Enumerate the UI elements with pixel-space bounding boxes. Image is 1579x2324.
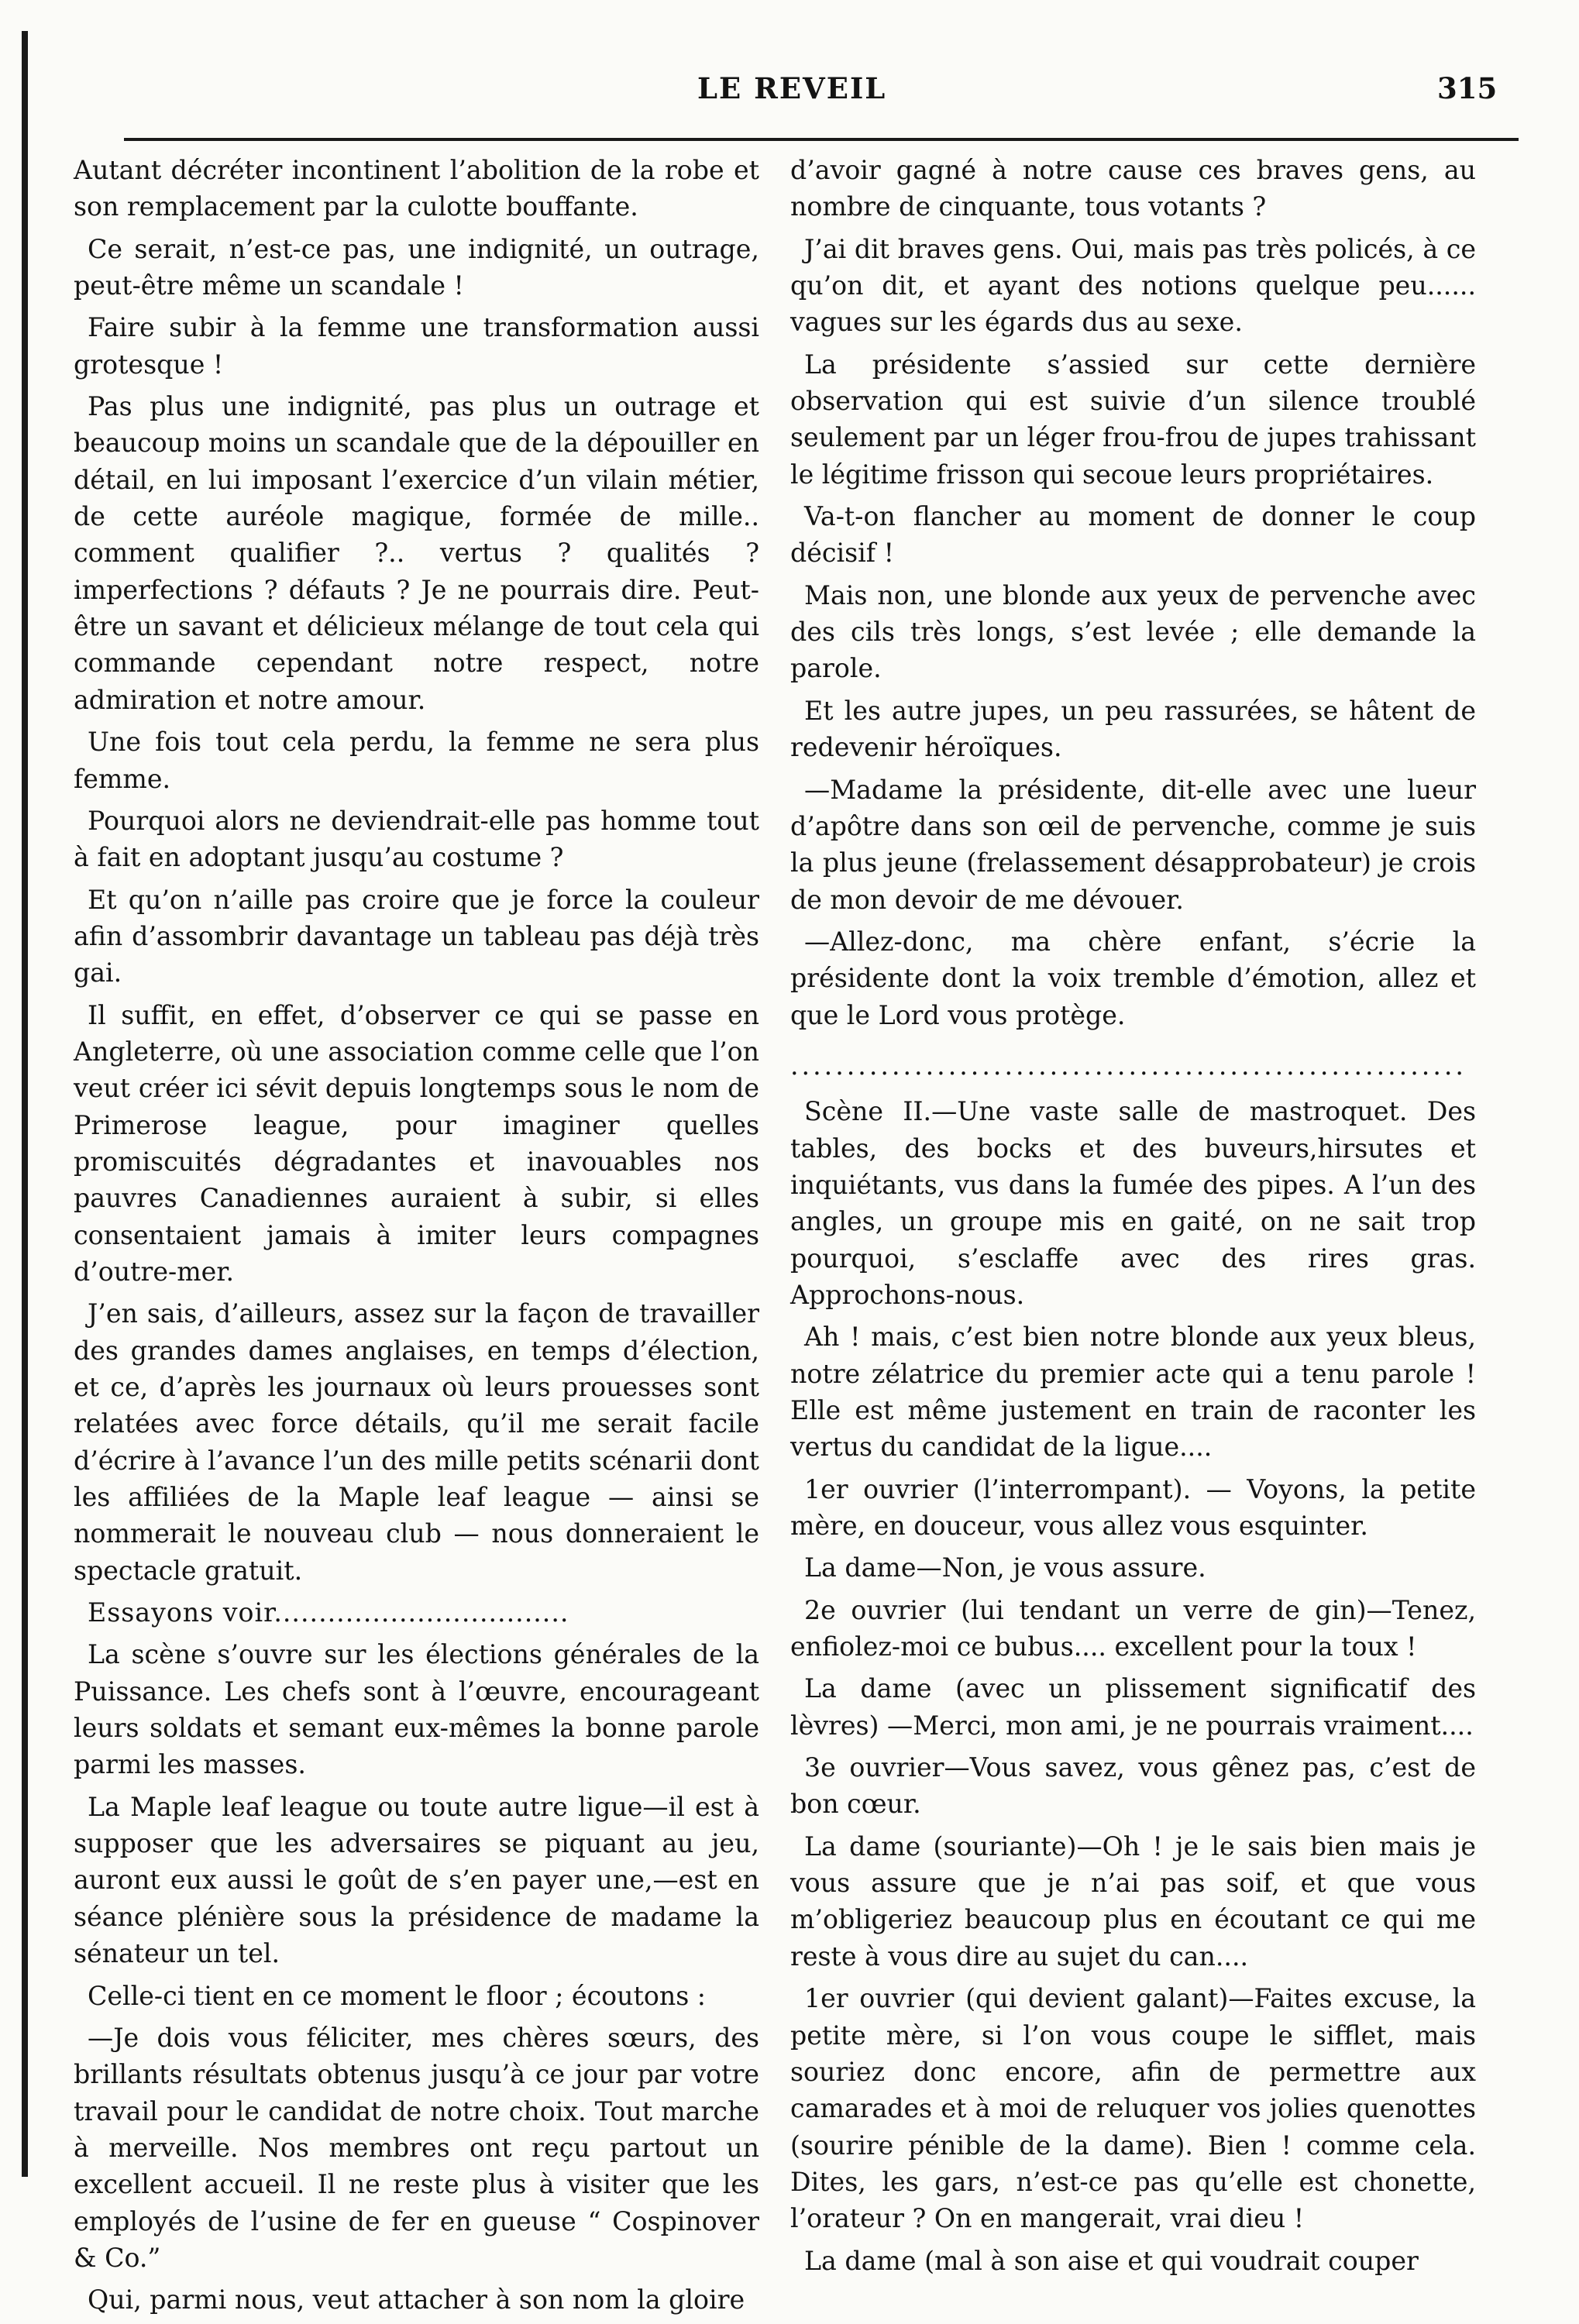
paragraph: d’avoir gagné à notre cause ces braves gens, au nombre de cinquante, tous votants ? <box>790 155 1476 222</box>
paragraph: La Maple leaf league ou toute autre ligue—il est à supposer que les adversaires se piquant au jeu, auront eux aussi le goût de s’en payer une,—est en séance plénière sous la présidence de madame la sénateur un tel. <box>74 1791 759 1969</box>
left-column <box>74 152 759 2324</box>
paragraph: Autant décréter incontinent l’abolition de la robe et son remplacement par la culotte bouffante. <box>74 155 759 222</box>
running-head: LE REVEIL <box>697 71 887 105</box>
paragraph: Il suffit, en effet, d’observer ce qui se passe en Angleterre, où une association comme celle que l’on veut créer ici sévit depuis longtemps sous le nom de Primerose league, pour imaginer quelles promiscuités dégradantes et inavouables nos pauvres Canadiennes auraient à subir, si elles consentaient jamais à imiter leurs compagnes d’outre-mer. <box>74 999 759 1287</box>
right-column <box>790 152 1476 2284</box>
paragraph: Pourquoi alors ne deviendrait-elle pas homme tout à fait en adoptant jusqu’au costume ? <box>74 805 759 873</box>
paragraph: Et les autre jupes, un peu rassurées, se hâtent de redevenir héroïques. <box>790 695 1476 763</box>
paragraph: Pas plus une indignité, pas plus un outrage et beaucoup moins un scandale que de la dépouiller en détail, en lui imposant l’exercice d’un vilain métier, de cette auréole magique, formée de mille.. comment qualifier ?.. vertus ? qualités ? imperfections ? défauts ? Je ne pourrais dire. Peut-être un savant et délicieux mélange de tout cela qui commande cependant notre respect, notre admiration et notre amour. <box>74 391 759 715</box>
paragraph: La dame (mal à son aise et qui voudrait couper <box>804 2245 1419 2276</box>
paragraph: Ce serait, n’est-ce pas, une indignité, un outrage, peut-être même un scandale ! <box>74 233 759 301</box>
paragraph: Scène II.—Une vaste salle de mastroquet. Des tables, des bocks et des buveurs,hirsutes et inquiétants, vus dans la fumée des pipes. A l’un des angles, un groupe mis en gaité, on ne sait trop pourquoi, s’esclaffe avec des rires gras. Approchons-nous. <box>790 1096 1476 1310</box>
header-rule <box>124 138 1519 141</box>
paragraph: Faire subir à la femme une transformation aussi grotesque ! <box>74 312 759 380</box>
page-left-rule <box>22 31 28 2177</box>
paragraph: Qui, parmi nous, veut attacher à son nom la gloire <box>88 2284 745 2315</box>
paragraph: La présidente s’assied sur cette dernière observation qui est suivie d’un silence troublé seulement par un léger frou-frou de jupes trahissant le légitime frisson qui secoue leurs propriétaires. <box>790 349 1476 490</box>
paragraph: —Madame la présidente, dit-elle avec une lueur d’apôtre dans son œil de pervenche, comme je suis la plus jeune (frelassement désapprobateur) je crois de mon devoir de me dévouer. <box>790 774 1476 915</box>
paragraph: Une fois tout cela perdu, la femme ne sera plus femme. <box>74 727 759 794</box>
scene-divider: ............................................................ <box>790 1050 1467 1081</box>
paragraph: Celle-ci tient en ce moment le floor ; écoutons : <box>88 1980 706 2011</box>
paragraph: 1er ouvrier (l’interrompant). — Voyons, la petite mère, en douceur, vous allez vous esquinter. <box>790 1473 1476 1542</box>
paragraph: 3e ouvrier—Vous savez, vous gênez pas, c’est de bon cœur. <box>790 1752 1476 1820</box>
paragraph: La scène s’ouvre sur les élections générales de la Puissance. Les chefs sont à l’œuvre, encourageant leurs soldats et semant eux-mêmes la bonne parole parmi les masses. <box>74 1639 759 1780</box>
page-number: 315 <box>1437 71 1498 105</box>
paragraph: Va-t-on flancher au moment de donner le coup décisif ! <box>790 501 1476 569</box>
paragraph: —Je dois vous féliciter, mes chères sœurs, des brillants résultats obtenus jusqu’à ce jour par votre travail pour le candidat de notre choix. Tout marche à merveille. Nos membres ont reçu partout un excellent accueil. Il ne reste plus à visiter que les employés de l’usine de fer en gueuse “ Cospinover & Co.” <box>74 2022 759 2273</box>
paragraph: La dame (souriante)—Oh ! je le sais bien mais je vous assure que je n’ai pas soif, et que vous m’obligeriez beaucoup plus en écoutant ce qui me reste à vous dire au sujet du can.... <box>790 1831 1476 1972</box>
paragraph: Mais non, une blonde aux yeux de pervenche avec des cils très longs, s’est levée ; elle demande la parole. <box>790 579 1476 684</box>
paragraph: Ah ! mais, c’est bien notre blonde aux yeux bleus, notre zélatrice du premier acte qui a tenu parole ! Elle est même justement en train de raconter les vertus du candidat de la ligue.... <box>790 1322 1476 1463</box>
paragraph: La dame (avec un plissement significatif des lèvres) —Merci, mon ami, je ne pourrais vraiment.... <box>790 1673 1476 1741</box>
paragraph: Et qu’on n’aille pas croire que je force la couleur afin d’assombrir davantage un tableau pas déjà très gai. <box>74 884 759 988</box>
paragraph: J’ai dit braves gens. Oui, mais pas très policés, à ce qu’on dit, et ayant des notions quelque peu...... vagues sur les égards dus au sexe. <box>790 233 1476 338</box>
paragraph: J’en sais, d’ailleurs, assez sur la façon de travailler des grandes dames anglaises, en temps d’élection, et ce, d’après les journaux où leurs prouesses sont relatées avec force détails, qu’il me serait facile d’écrire à l’avance l’un des mille petits scénarii dont les affiliées de la Maple leaf league — ainsi se nommerait le nouveau club — nous donneraient le spectacle gratuit. <box>74 1298 759 1586</box>
paragraph: Essayons voir................................. <box>88 1597 569 1628</box>
paragraph: La dame—Non, je vous assure. <box>804 1552 1206 1583</box>
paragraph: 1er ouvrier (qui devient galant)—Faites excuse, la petite mère, si l’on vous coupe le sifflet, mais souriez donc encore, afin de permettre aux camarades et à moi de reluquer vos jolies quenottes (sourire pénible de la dame). Bien ! comme cela. Dites, les gars, n’est-ce pas qu’elle est chonette, l’orateur ? On en mangerait, vrai dieu ! <box>790 1983 1476 2234</box>
paragraph: 2e ouvrier (lui tendant un verre de gin)—Tenez, enfiolez-moi ce bubus.... excellent pour la toux ! <box>790 1594 1476 1662</box>
paragraph: —Allez-donc, ma chère enfant, s’écrie la présidente dont la voix tremble d’émotion, allez et que le Lord vous protège. <box>790 926 1476 1030</box>
